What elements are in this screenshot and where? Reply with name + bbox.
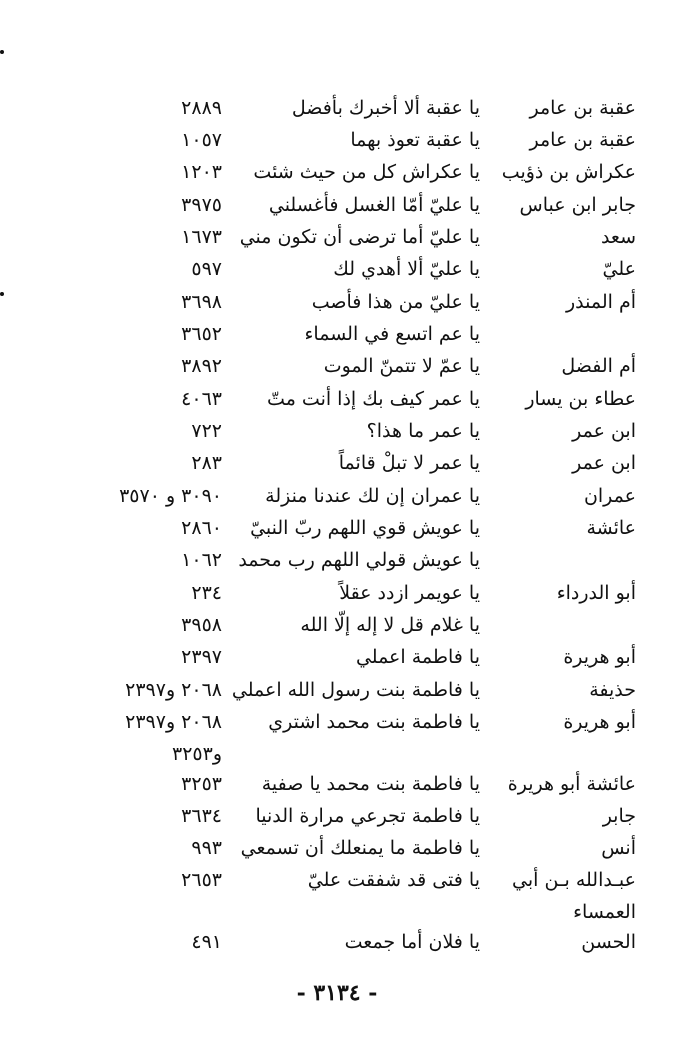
- table-row: [0, 544, 674, 576]
- hadith-cell: يا عويش قوي اللهم ربّ النبيّ: [250, 517, 480, 539]
- hadith-cell: يا فاطمة اعملي: [355, 646, 480, 668]
- hadith-cell: يا فاطمة تجرعي مرارة الدنيا: [255, 805, 480, 827]
- reference-number: ٣٩٧٥: [181, 194, 222, 216]
- hadith-cell: يا فتى قد شفقت عليّ: [307, 869, 480, 891]
- narrator-cell: أبو الدرداء: [556, 582, 636, 604]
- reference-number: ١٠٥٧: [181, 129, 222, 151]
- hadith-cell: يا فلان أما جمعت: [344, 931, 480, 953]
- reference-number: ٢٦٥٣: [181, 869, 222, 891]
- reference-number: ٣٦٥٢: [181, 323, 222, 345]
- table-row: [0, 383, 674, 415]
- reference-number: [60, 896, 222, 928]
- hadith-cell: يا عكراش كل من حيث شئت: [253, 161, 480, 183]
- table-row: [0, 864, 674, 896]
- hadith-cell: يا فاطمة ما يمنعلك أن تسمعي: [240, 837, 480, 859]
- reference-number: ٣٦٩٨: [181, 291, 222, 313]
- hadith-cell: يا عقبة ألا أخبرك بأفضل: [291, 97, 480, 119]
- reference-number: ٣٩٥٨: [181, 614, 222, 636]
- narrator-cell: عبـدالله بـن أبي: [512, 869, 636, 891]
- table-row: [0, 641, 674, 673]
- narrator-cell: جابر: [602, 805, 636, 827]
- reference-number: ١٦٧٣: [181, 226, 222, 248]
- table-row: [0, 350, 674, 382]
- hadith-cell: [248, 738, 480, 770]
- reference-number: ٣٠٩٠ و ٣٥٧٠: [119, 485, 222, 507]
- reference-number: ٢٣٩٧: [181, 646, 222, 668]
- table-row: [0, 577, 674, 609]
- reference-number: ٥٩٧: [191, 258, 222, 280]
- table-row: [0, 674, 674, 706]
- reference-number: ٢٣٤: [191, 582, 222, 604]
- reference-number: ٢٨٦٠: [181, 517, 222, 539]
- hadith-cell: يا غلام قل لا إله إلّا الله: [300, 614, 480, 636]
- table-row: [0, 447, 674, 479]
- hadith-cell: [248, 896, 480, 928]
- narrator-cell: ابن عمر: [572, 420, 636, 442]
- table-row: [0, 800, 674, 832]
- narrator-cell: أم الفضل: [561, 355, 636, 377]
- narrator-cell: العمساء: [573, 901, 636, 923]
- table-row: [0, 124, 674, 156]
- hadith-cell: يا عمر لا تبلْ قائماً: [338, 452, 480, 474]
- narrator-cell: [476, 318, 636, 350]
- narrator-cell: عائشة: [586, 517, 636, 539]
- narrator-cell: أبو هريرة: [563, 711, 636, 733]
- narrator-cell: عقبة بن عامر: [529, 129, 636, 151]
- margin-mark: [0, 50, 4, 54]
- hadith-cell: يا عقبة تعوذ بهما: [350, 129, 480, 151]
- narrator-cell: عكراش بن ذؤيب: [501, 161, 636, 183]
- table-row: [0, 896, 674, 928]
- reference-number: ٢٠٦٨ و٢٣٩٧: [125, 679, 222, 701]
- table-row: [0, 512, 674, 544]
- hadith-cell: يا عليّ أمّا الغسل فأغسلني: [268, 194, 480, 216]
- table-row: [0, 253, 674, 285]
- narrator-cell: عقبة بن عامر: [529, 97, 636, 119]
- hadith-cell: يا عويمر ازدد عقلاً: [339, 582, 480, 604]
- table-row: [0, 318, 674, 350]
- table-row: [0, 609, 674, 641]
- hadith-cell: يا فاطمة بنت محمد يا صفية: [261, 773, 480, 795]
- narrator-cell: ابن عمر: [572, 452, 636, 474]
- reference-number: ٤٠٦٣: [181, 388, 222, 410]
- reference-number: ٣٢٥٣: [181, 773, 222, 795]
- narrator-cell: [476, 544, 636, 576]
- hadith-cell: يا فاطمة بنت رسول الله اعملي: [231, 679, 480, 701]
- narrator-cell: حذيفة: [589, 679, 636, 701]
- narrator-cell: عائشة أبو هريرة: [507, 773, 636, 795]
- table-row: [0, 156, 674, 188]
- hadith-cell: يا عليّ أما ترضى أن تكون مني: [239, 226, 480, 248]
- hadith-cell: يا عليّ من هذا فأصب: [311, 291, 480, 313]
- narrator-cell: عمران: [583, 485, 636, 507]
- hadith-cell: يا فاطمة بنت محمد اشتري: [268, 711, 480, 733]
- hadith-cell: يا عويش قولي اللهم رب محمد: [238, 549, 480, 571]
- table-row: [0, 706, 674, 738]
- narrator-cell: سعد: [600, 226, 636, 248]
- reference-number: ٤٩١: [191, 931, 222, 953]
- reference-number: ٧٢٢: [191, 420, 222, 442]
- narrator-cell: أم المنذر: [565, 291, 636, 313]
- table-row: [0, 926, 674, 958]
- narrator-cell: عطاء بن يسار: [525, 388, 636, 410]
- narrator-cell: جابر ابن عباس: [519, 194, 636, 216]
- reference-number: و٣٢٥٣: [171, 743, 222, 765]
- reference-number: ٢٨٨٩: [181, 97, 222, 119]
- reference-number: ١٢٠٣: [181, 161, 222, 183]
- table-row: [0, 415, 674, 447]
- hadith-cell: يا عمر كيف بك إذا أنت متّ: [267, 388, 480, 410]
- table-row: [0, 286, 674, 318]
- table-row: [0, 189, 674, 221]
- table-row: [0, 832, 674, 864]
- table-row: [0, 480, 674, 512]
- table-row: [0, 738, 674, 770]
- reference-number: ١٠٦٢: [181, 549, 222, 571]
- narrator-cell: عليّ: [602, 258, 636, 280]
- reference-number: ٢٠٦٨ و٢٣٩٧: [125, 711, 222, 733]
- page-number: - ٣١٣٤ -: [296, 980, 378, 1006]
- hadith-cell: يا عمّ لا تتمنّ الموت: [323, 355, 480, 377]
- hadith-cell: يا عليّ ألا أهدي لك: [333, 258, 480, 280]
- reference-number: ٢٨٣: [191, 452, 222, 474]
- reference-number: ٣٨٩٢: [181, 355, 222, 377]
- table-row: [0, 768, 674, 800]
- hadith-cell: يا عمر ما هذا؟: [366, 420, 480, 442]
- table-row: [0, 221, 674, 253]
- narrator-cell: أنس: [601, 837, 636, 859]
- narrator-cell: الحسن: [581, 931, 636, 953]
- reference-number: ٣٦٣٤: [181, 805, 222, 827]
- narrator-cell: [476, 738, 636, 770]
- narrator-cell: [476, 609, 636, 641]
- hadith-cell: يا عم اتسع في السماء: [304, 323, 480, 345]
- narrator-cell: أبو هريرة: [563, 646, 636, 668]
- reference-number: ٩٩٣: [191, 837, 222, 859]
- hadith-cell: يا عمران إن لك عندنا منزلة: [265, 485, 480, 507]
- table-row: [0, 92, 674, 124]
